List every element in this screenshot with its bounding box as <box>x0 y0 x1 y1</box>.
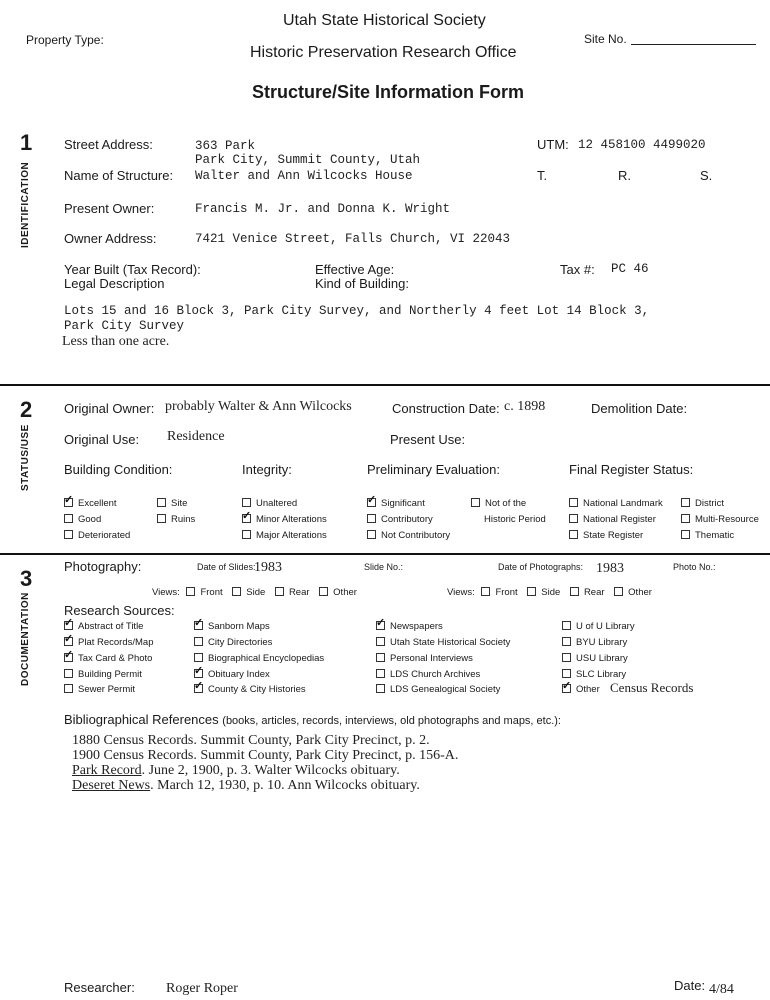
integrity-major-label: Major Alterations <box>256 530 327 541</box>
legal-line-2: Park City Survey <box>64 319 185 333</box>
prelim-contributory-label: Contributory <box>381 514 433 525</box>
date-photos-label: Date of Photographs: <box>498 562 584 572</box>
tax-label: Tax #: <box>560 262 595 277</box>
source-lds-genealogical-label: LDS Genealogical Society <box>390 684 501 695</box>
source-other-label: Other <box>576 684 600 695</box>
source-city-directories-label: City Directories <box>208 637 273 648</box>
construction-date-label: Construction Date: <box>392 401 500 416</box>
source-sewer-permit-label: Sewer Permit <box>78 684 136 695</box>
source-building-permit-label: Building Permit <box>78 669 142 680</box>
source-abstract-label: Abstract of Title <box>78 621 144 632</box>
section-3-side-label: DOCUMENTATION <box>20 592 31 686</box>
legal-label: Legal Description <box>64 276 165 291</box>
slides-rear-label: Rear <box>288 587 310 598</box>
integrity-minor-label: Minor Alterations <box>256 514 327 525</box>
prelim-not-historic-label: Not of the <box>485 498 527 509</box>
slides-views-label: Views: <box>152 587 180 598</box>
photos-views <box>447 587 652 598</box>
r-label: R. <box>618 168 631 183</box>
source-biographical-label: Biographical Encyclopedias <box>208 653 325 664</box>
construction-date-value: c. 1898 <box>504 399 546 414</box>
condition-deteriorated[interactable] <box>64 530 130 541</box>
org-name: Utah State Historical Society <box>283 12 486 29</box>
photos-rear-label: Rear <box>583 587 605 598</box>
ref-2 <box>72 748 458 764</box>
preliminary-eval-label: Preliminary Evaluation: <box>367 462 500 477</box>
final-district[interactable] <box>681 498 724 509</box>
photos-other-checkbox[interactable] <box>614 587 623 596</box>
prelim-significant[interactable] <box>367 498 425 509</box>
condition-ruins-label: Ruins <box>171 514 196 525</box>
source-uofu-label: U of U Library <box>576 621 635 632</box>
source-sewer-permit-checkbox[interactable] <box>64 684 73 693</box>
source-newspapers[interactable] <box>376 621 443 632</box>
name-label: Name of Structure: <box>64 168 174 183</box>
source-byu-checkbox[interactable] <box>562 637 571 646</box>
photos-side-checkbox[interactable] <box>527 587 536 596</box>
ref-3 <box>72 763 400 779</box>
photos-front-label: Front <box>495 587 518 598</box>
form-title: Structure/Site Information Form <box>252 82 525 102</box>
street-label: Street Address: <box>64 137 153 152</box>
source-tax-card-label: Tax Card & Photo <box>78 653 153 664</box>
kind-label: Kind of Building: <box>315 276 409 291</box>
source-abstract[interactable] <box>64 621 143 632</box>
source-slc-checkbox[interactable] <box>562 669 571 678</box>
date-slides-label: Date of Slides: <box>197 562 256 572</box>
final-national-landmark-label: National Landmark <box>583 498 663 509</box>
final-national-landmark-checkbox[interactable] <box>569 498 578 507</box>
ref-3-title: Park Record <box>72 763 142 778</box>
year-built-label: Year Built (Tax Record): <box>64 262 201 277</box>
biblio-hint: (books, articles, records, interviews, old photographs and maps, etc.): <box>222 715 561 727</box>
biblio-heading <box>64 712 561 727</box>
source-sewer-permit[interactable] <box>64 684 135 695</box>
integrity-unaltered-label: Unaltered <box>256 498 298 509</box>
final-register-label: Final Register Status: <box>569 462 694 477</box>
source-tax-card[interactable] <box>64 653 152 664</box>
ref-3-text: . June 2, 1900, p. 3. Walter Wilcocks obituary. <box>141 763 400 778</box>
integrity-label: Integrity: <box>242 462 292 477</box>
final-national-register-checkbox[interactable] <box>569 514 578 523</box>
research-sources-label: Research Sources: <box>64 603 175 618</box>
source-usu[interactable] <box>562 653 628 664</box>
photos-views-label: Views: <box>447 587 475 598</box>
photos-rear-checkbox[interactable] <box>570 587 579 596</box>
source-usu-label: USU Library <box>576 653 628 664</box>
site-no-label: Site No. <box>584 32 627 46</box>
prelim-not-historic[interactable] <box>471 498 526 509</box>
condition-deteriorated-checkbox[interactable] <box>64 530 73 539</box>
prelim-contributory[interactable] <box>367 514 433 525</box>
slides-side-checkbox[interactable] <box>232 587 241 596</box>
integrity-unaltered-checkbox[interactable] <box>242 498 251 507</box>
slides-side-label: Side <box>246 587 266 598</box>
slides-rear-checkbox[interactable] <box>275 587 284 596</box>
source-building-permit-checkbox[interactable] <box>64 669 73 678</box>
source-usu-checkbox[interactable] <box>562 653 571 662</box>
final-district-checkbox[interactable] <box>681 498 690 507</box>
source-interviews-label: Personal Interviews <box>390 653 473 664</box>
condition-ruins-checkbox[interactable] <box>157 514 166 523</box>
source-abstract-checkbox[interactable] <box>64 621 73 630</box>
source-tax-card-checkbox[interactable] <box>64 653 73 662</box>
condition-excellent[interactable] <box>64 498 117 509</box>
condition-good[interactable] <box>64 514 101 525</box>
ref-4-text: . March 12, 1930, p. 10. Ann Wilcocks obituary. <box>150 778 420 793</box>
prelim-significant-checkbox[interactable] <box>367 498 376 507</box>
source-uofu[interactable] <box>562 621 635 632</box>
final-state-register-checkbox[interactable] <box>569 530 578 539</box>
date-label: Date: <box>674 978 706 993</box>
effective-age-label: Effective Age: <box>315 262 395 277</box>
prelim-not-historic-checkbox[interactable] <box>471 498 480 507</box>
source-interviews[interactable] <box>376 653 473 664</box>
ref-1-text: 1880 Census Records. Summit County, Park City Precinct, p. 2. <box>72 733 430 748</box>
street-line-1: 363 Park <box>195 139 256 153</box>
source-county-histories-checkbox[interactable] <box>194 684 203 693</box>
source-lds-genealogical[interactable] <box>376 684 500 695</box>
condition-site-label: Site <box>171 498 188 509</box>
owner-label: Present Owner: <box>64 201 155 216</box>
integrity-major-checkbox[interactable] <box>242 530 251 539</box>
prelim-not-contributory[interactable] <box>367 530 450 541</box>
final-state-register-label: State Register <box>583 530 644 541</box>
integrity-minor[interactable] <box>242 514 327 525</box>
source-county-histories[interactable] <box>194 684 306 695</box>
final-national-register-label: National Register <box>583 514 656 525</box>
original-use-label: Original Use: <box>64 432 140 447</box>
source-building-permit[interactable] <box>64 669 142 680</box>
ref-2-text: 1900 Census Records. Summit County, Park City Precinct, p. 156-A. <box>72 748 459 763</box>
prelim-historic-period-label: Historic Period <box>484 514 546 525</box>
source-plat-checkbox[interactable] <box>64 637 73 646</box>
source-slc-label: SLC Library <box>576 669 627 680</box>
final-multi-resource-checkbox[interactable] <box>681 514 690 523</box>
photo-no-label: Photo No.: <box>673 562 716 572</box>
source-sanborn[interactable] <box>194 621 270 632</box>
source-newspapers-label: Newspapers <box>390 621 443 632</box>
slides-other-checkbox[interactable] <box>319 587 328 596</box>
condition-site-checkbox[interactable] <box>157 498 166 507</box>
source-lds-archives[interactable] <box>376 669 480 680</box>
utm-label: UTM: <box>537 137 569 152</box>
source-ushs[interactable] <box>376 637 510 648</box>
final-national-landmark[interactable] <box>569 498 663 509</box>
source-interviews-checkbox[interactable] <box>376 653 385 662</box>
integrity-minor-checkbox[interactable] <box>242 514 251 523</box>
condition-ruins[interactable] <box>157 514 195 525</box>
date-photos-value: 1983 <box>596 561 624 576</box>
date-value: 4/84 <box>709 982 734 997</box>
prelim-not-contributory-checkbox[interactable] <box>367 530 376 539</box>
utm-value: 12 458100 4499020 <box>578 138 706 152</box>
street-line-2: Park City, Summit County, Utah <box>195 153 421 167</box>
section-1-side-label: IDENTIFICATION <box>20 161 31 248</box>
photos-side-label: Side <box>541 587 561 598</box>
source-obituary-checkbox[interactable] <box>194 669 203 678</box>
source-byu-label: BYU Library <box>576 637 628 648</box>
condition-excellent-checkbox[interactable] <box>64 498 73 507</box>
source-plat-label: Plat Records/Map <box>78 637 154 648</box>
owner-address-value: 7421 Venice Street, Falls Church, VI 22043 <box>195 232 511 246</box>
photos-front-checkbox[interactable] <box>481 587 490 596</box>
final-thematic-checkbox[interactable] <box>681 530 690 539</box>
slides-other-label: Other <box>333 587 357 598</box>
final-multi-resource[interactable] <box>681 514 759 525</box>
original-owner-label: Original Owner: <box>64 401 155 416</box>
site-no-field <box>584 32 756 46</box>
structure-name: Walter and Ann Wilcocks House <box>195 169 413 183</box>
tax-value: PC 46 <box>611 262 649 276</box>
section-2-side-label: STATUS/USE <box>20 424 31 491</box>
source-other-value: Census Records <box>610 680 694 695</box>
source-slc[interactable] <box>562 669 626 680</box>
condition-site[interactable] <box>157 498 187 509</box>
source-lds-archives-checkbox[interactable] <box>376 669 385 678</box>
final-thematic[interactable] <box>681 530 734 541</box>
final-multi-resource-label: Multi-Resource <box>695 514 759 525</box>
ref-4-title: Deseret News <box>72 778 151 793</box>
owner-address-label: Owner Address: <box>64 231 157 246</box>
source-lds-archives-label: LDS Church Archives <box>390 669 481 680</box>
biblio-label: Bibliographical References <box>64 712 219 727</box>
demolition-date-label: Demolition Date: <box>591 401 688 416</box>
final-state-register[interactable] <box>569 530 643 541</box>
section-3-number: 3 <box>20 566 33 591</box>
source-uofu-checkbox[interactable] <box>562 621 571 630</box>
slides-front-label: Front <box>200 587 223 598</box>
slides-front-checkbox[interactable] <box>186 587 195 596</box>
condition-good-checkbox[interactable] <box>64 514 73 523</box>
ref-4 <box>72 778 420 794</box>
s-label: S. <box>700 168 713 183</box>
researcher-label: Researcher: <box>64 980 135 995</box>
source-city-directories[interactable] <box>194 637 272 648</box>
slides-views <box>152 587 357 598</box>
source-obituary-label: Obituary Index <box>208 669 270 680</box>
present-use-label: Present Use: <box>390 432 466 447</box>
prelim-not-contributory-label: Not Contributory <box>381 530 451 541</box>
legal-note: Less than one acre. <box>62 334 170 349</box>
source-plat[interactable] <box>64 637 154 648</box>
source-city-directories-checkbox[interactable] <box>194 637 203 646</box>
photography-label: Photography: <box>64 559 142 574</box>
source-byu[interactable] <box>562 637 627 648</box>
office-name: Historic Preservation Research Office <box>250 44 517 61</box>
legal-line-1: Lots 15 and 16 Block 3, Park City Survey, and Northerly 4 feet Lot 14 Block 3, <box>64 304 650 318</box>
section-2-number: 2 <box>20 397 33 422</box>
divider-2 <box>0 553 770 555</box>
source-sanborn-label: Sanborn Maps <box>208 621 270 632</box>
prelim-contributory-checkbox[interactable] <box>367 514 376 523</box>
original-owner-value: probably Walter & Ann Wilcocks <box>165 399 352 414</box>
source-sanborn-checkbox[interactable] <box>194 621 203 630</box>
source-obituary[interactable] <box>194 669 270 680</box>
owner-value: Francis M. Jr. and Donna K. Wright <box>195 202 451 216</box>
source-biographical[interactable] <box>194 653 324 664</box>
prelim-significant-label: Significant <box>381 498 425 509</box>
final-district-label: District <box>695 498 725 509</box>
ref-1 <box>72 733 430 749</box>
integrity-major[interactable] <box>242 530 327 541</box>
condition-good-label: Good <box>78 514 102 525</box>
source-newspapers-checkbox[interactable] <box>376 621 385 630</box>
divider-1 <box>0 384 770 386</box>
slide-no-label: Slide No.: <box>364 562 404 572</box>
source-county-histories-label: County & City Histories <box>208 684 306 695</box>
condition-deteriorated-label: Deteriorated <box>78 530 131 541</box>
source-biographical-checkbox[interactable] <box>194 653 203 662</box>
condition-excellent-label: Excellent <box>78 498 117 509</box>
researcher-value: Roger Roper <box>166 981 238 996</box>
source-lds-genealogical-checkbox[interactable] <box>376 684 385 693</box>
final-national-register[interactable] <box>569 514 656 525</box>
source-ushs-label: Utah State Historical Society <box>390 637 511 648</box>
source-other[interactable] <box>562 684 600 695</box>
date-slides-value: 1983 <box>254 560 282 575</box>
section-1-number: 1 <box>20 130 33 155</box>
photos-other-label: Other <box>628 587 652 598</box>
building-condition-label: Building Condition: <box>64 462 173 477</box>
site-no-line <box>631 44 756 45</box>
integrity-unaltered[interactable] <box>242 498 297 509</box>
t-label: T. <box>537 168 548 183</box>
final-thematic-label: Thematic <box>695 530 735 541</box>
original-use-value: Residence <box>167 429 225 444</box>
source-ushs-checkbox[interactable] <box>376 637 385 646</box>
source-other-checkbox[interactable] <box>562 684 571 693</box>
property-type-label: Property Type: <box>26 33 104 47</box>
